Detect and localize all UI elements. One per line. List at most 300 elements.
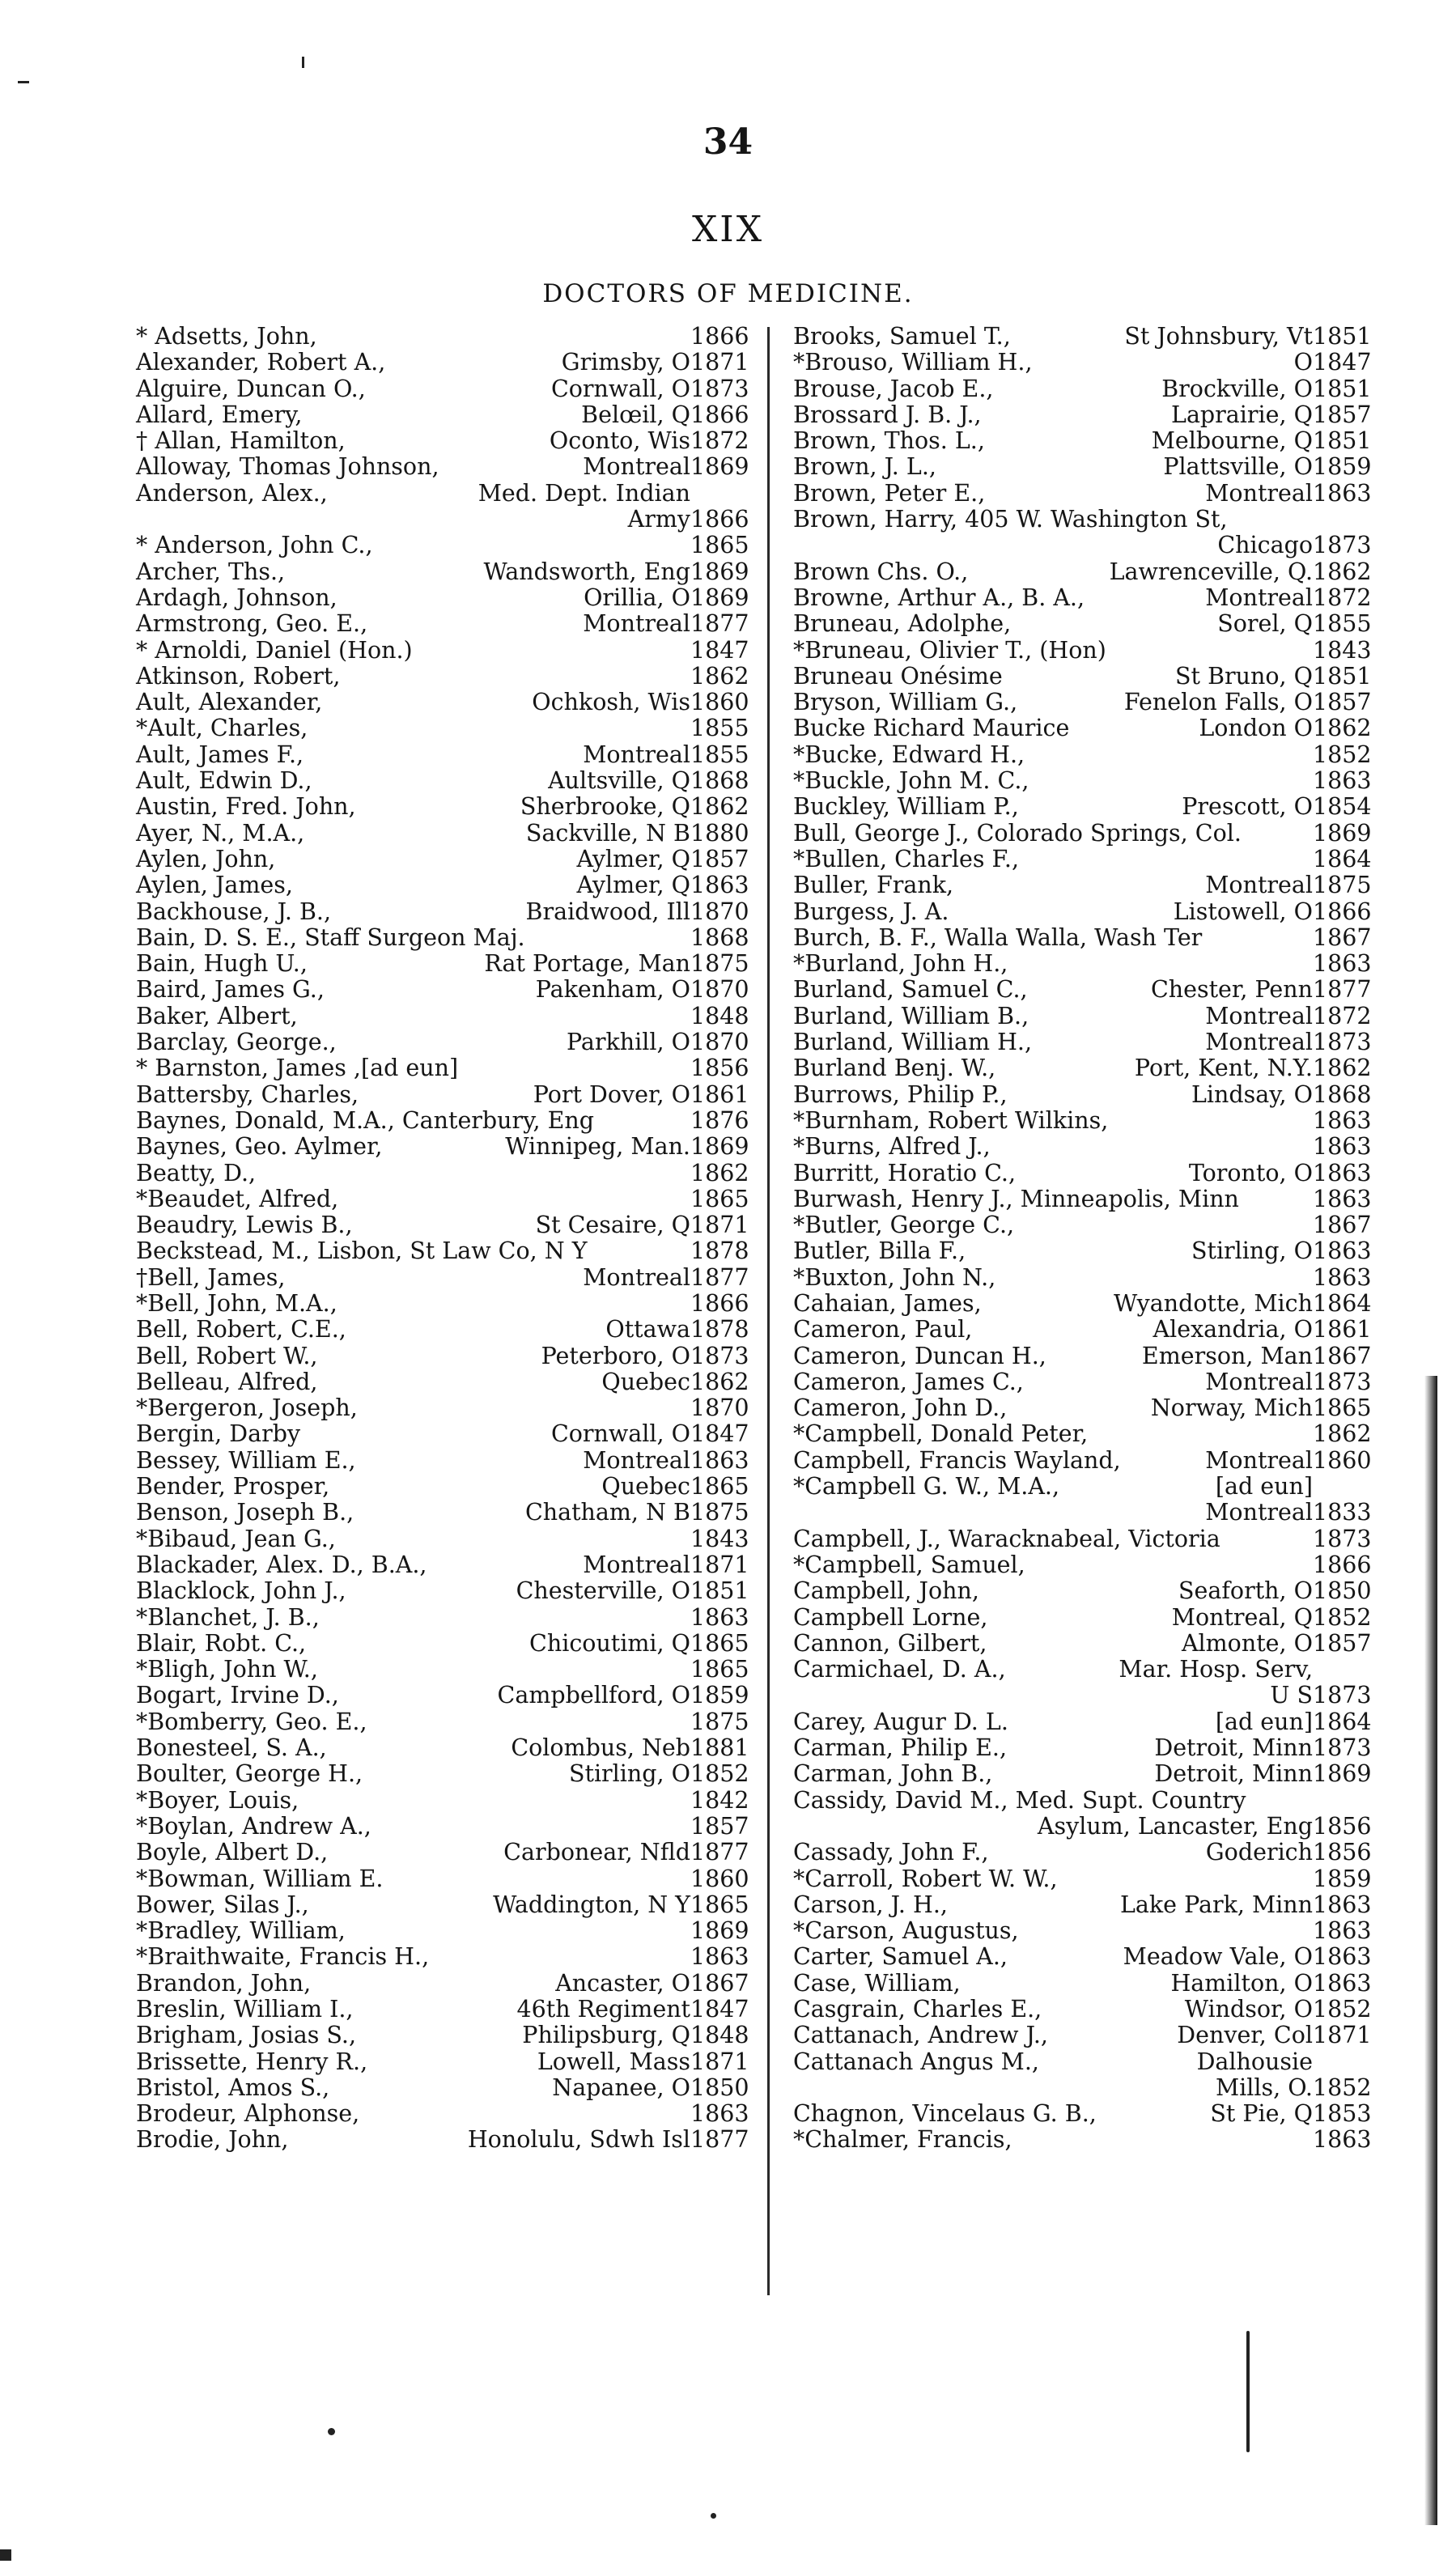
entry-name: Brodie, John, [136, 2126, 289, 2154]
entry-name: *Bucke, Edward H., [793, 741, 1025, 768]
entry-name: Bryson, William G., [793, 689, 1018, 716]
entry-row [793, 2022, 1372, 2049]
entry-name: Bower, Silas J., [136, 1891, 309, 1918]
entry-name: Burrows, Philip P., [793, 1080, 1008, 1108]
entry-place: Aultsville, Q [548, 767, 690, 795]
entry-year: 1863 [690, 1446, 749, 1474]
entry-place: Listowell, O [1173, 898, 1313, 925]
entry-year: 1851 [1313, 323, 1372, 350]
entry-row [136, 1004, 747, 1029]
entry-name: Aylen, James, [136, 872, 293, 899]
entry-place: St Pie, Q [1210, 2100, 1313, 2128]
entry-row [793, 819, 1372, 847]
entry-name: *Chalmer, Francis, [793, 2126, 1012, 2154]
entry-year: 1855 [690, 741, 749, 768]
entry-row [136, 1840, 747, 1866]
entry-row [136, 1683, 747, 1708]
entry-name: * Anderson, John C., [136, 532, 373, 559]
entry-row [793, 610, 1372, 638]
entry-row [793, 349, 1372, 376]
entry-year: 1859 [690, 1682, 749, 1709]
entry-name: * Barnston, James ,[ad eun] [136, 1055, 459, 1082]
entry-row [793, 2049, 1344, 2075]
scan-speck [0, 2549, 11, 2561]
entry-year: 1861 [1313, 1316, 1372, 1343]
entry-name: Cattanach, Andrew J., [793, 2022, 1048, 2049]
entry-name: *Boyer, Louis, [136, 1786, 299, 1814]
entry-place: Montreal [583, 741, 690, 768]
entry-year: 1866 [690, 1289, 749, 1317]
entry-year: 1863 [690, 1943, 749, 1971]
entry-place: Chicoutimi, Q [529, 1629, 690, 1657]
entry-place: Stirling, O [1191, 1237, 1313, 1265]
entry-year: 1881 [690, 1734, 749, 1762]
entry-name: Baynes, Donald, M.A., Canterbury, Eng [136, 1106, 594, 1134]
entry-place: Montreal [583, 1551, 690, 1578]
entry-place: Napanee, O [552, 2074, 690, 2101]
entry-name: Anderson, Alex., [136, 479, 328, 507]
entry-place: Aylmer, Q [576, 845, 690, 872]
entry-row [793, 479, 1372, 507]
entry-year: 1865 [690, 1656, 749, 1683]
entry-year: 1873 [1313, 1368, 1372, 1395]
entry-row [136, 1265, 747, 1291]
entry-place: Quebec [601, 1368, 690, 1395]
entry-name: Campbell, John, [793, 1577, 979, 1605]
entry-year: 1862 [690, 1159, 749, 1186]
entry-place: 46th Regiment [516, 1996, 690, 2023]
entry-name: Carey, Augur D. L. [793, 1708, 1008, 1735]
entry-place: Pakenham, O [535, 976, 690, 1004]
entry-row [136, 1161, 747, 1186]
entry-row [793, 1263, 1372, 1291]
entry-row [136, 1892, 747, 1918]
entry-place: Laprairie, Q [1171, 401, 1313, 428]
entry-name: *Buckle, John M. C., [793, 767, 1029, 795]
entry-place: Montreal [1205, 1029, 1313, 1056]
entry-name: *Bruneau, Olivier T., (Hon) [793, 636, 1106, 664]
entry-year: 1865 [690, 1473, 749, 1500]
entry-name: Cameron, James C., [793, 1368, 1024, 1395]
entry-year: 1873 [1313, 532, 1372, 559]
entry-row [136, 1997, 747, 2023]
entry-place: Montreal [583, 453, 690, 481]
entry-row [136, 481, 747, 507]
entry-row [793, 1577, 1372, 1605]
entry-row [136, 1918, 747, 1944]
entry-row [136, 611, 747, 637]
entry-row [136, 794, 747, 820]
entry-name: Brandon, John, [136, 1969, 312, 1997]
entry-row [793, 1657, 1344, 1683]
entry-name: *Bligh, John W., [136, 1656, 318, 1683]
entry-name: Bristol, Amos S., [136, 2074, 330, 2101]
entry-row [793, 1891, 1372, 1918]
entry-row [793, 636, 1372, 664]
entry-name: Alexander, Robert A., [136, 349, 386, 376]
entry-place: Seaforth, O [1178, 1577, 1313, 1605]
entry-year: 1865 [1313, 1394, 1372, 1422]
entry-row [793, 1499, 1372, 1526]
entry-row [793, 1969, 1372, 1997]
entry-year: 1870 [690, 1394, 749, 1422]
entry-year: 1857 [1313, 1629, 1372, 1657]
entry-year: 1863 [1313, 1106, 1372, 1134]
entry-name: Brigham, Josias S., [136, 2022, 357, 2049]
entry-year: 1870 [690, 898, 749, 925]
entry-row [793, 1212, 1372, 1239]
entry-row [793, 1474, 1344, 1500]
entry-name: Brodeur, Alphonse, [136, 2100, 360, 2128]
entry-year: 1863 [1313, 1969, 1372, 1997]
entry-row [793, 532, 1372, 559]
entry-row [136, 402, 747, 428]
entry-year: 1863 [690, 872, 749, 899]
entry-row [793, 1788, 1344, 1814]
entry-row [136, 1448, 747, 1474]
entry-row [793, 323, 1372, 350]
entry-year: 1871 [690, 1551, 749, 1578]
entry-name: Boulter, George H., [136, 1760, 363, 1788]
entry-year: 1871 [1313, 2022, 1372, 2049]
entry-year: 1868 [1313, 1080, 1372, 1108]
entry-year: 1850 [690, 2074, 749, 2101]
page-number: 34 [703, 121, 753, 163]
entry-name: Atkinson, Robert, [136, 662, 341, 690]
entry-row [793, 1943, 1372, 1971]
entry-name: Campbell, J., Waracknabeal, Victoria [793, 1525, 1220, 1552]
entry-year: 1863 [1313, 479, 1372, 507]
entry-year: 1863 [1313, 1159, 1372, 1186]
entry-row [793, 1734, 1372, 1762]
entry-row [793, 1839, 1372, 1866]
entry-year: 1851 [1313, 662, 1372, 690]
entry-row [136, 507, 747, 533]
entry-place: Lindsay, O [1191, 1080, 1313, 1108]
entry-name: Brown, Thos. L., [793, 427, 985, 455]
entry-year: 1847 [1313, 349, 1372, 376]
entry-place: Montreal, Q [1171, 1603, 1313, 1631]
entry-place: St Bruno, Q [1175, 662, 1313, 690]
entry-name: Case, William, [793, 1969, 961, 1997]
entry-place: Sackville, N B [525, 819, 690, 847]
entry-row [136, 977, 747, 1003]
entry-year: 1864 [1313, 1289, 1372, 1317]
entry-name: Buckley, William P., [793, 793, 1019, 821]
entry-name: Campbell Lorne, [793, 1603, 988, 1631]
entry-name: *Bullen, Charles F., [793, 845, 1020, 872]
scan-speck [328, 2428, 335, 2435]
entry-row [793, 401, 1372, 428]
entry-place: Montreal [1205, 1002, 1313, 1029]
entry-year: 1867 [690, 1969, 749, 1997]
entry-row [136, 1657, 747, 1683]
entry-name: *Butler, George C., [793, 1212, 1015, 1239]
entry-name: Bogart, Irvine D., [136, 1682, 339, 1709]
entry-name: Battersby, Charles, [136, 1080, 359, 1108]
entry-place: Denver, Col [1177, 2022, 1313, 2049]
entry-year: 1863 [1313, 1263, 1372, 1291]
entry-year: 1848 [690, 2022, 749, 2049]
entry-place: Meadow Vale, O [1123, 1943, 1313, 1971]
entry-name: Ault, Edwin D., [136, 767, 312, 795]
entry-name: Bull, George J., Colorado Springs, Col. [793, 819, 1242, 847]
entry-name: Cameron, Paul, [793, 1316, 973, 1343]
entry-year: 1863 [1313, 950, 1372, 978]
entry-row [793, 1055, 1372, 1082]
entry-place: Montreal [1205, 479, 1313, 507]
entry-year: 1864 [1313, 845, 1372, 872]
entry-name: Carman, Philip E., [793, 1734, 1008, 1762]
entry-year: 1867 [1313, 923, 1372, 951]
entry-row [136, 585, 747, 611]
entry-name: Cahaian, James, [793, 1289, 982, 1317]
entry-name: Bergin, Darby [136, 1420, 301, 1448]
entry-name: Blacklock, John J., [136, 1577, 346, 1605]
entry-place: [ad eun] [1215, 1473, 1313, 1500]
entry-name: *Beaudet, Alfred, [136, 1185, 339, 1212]
entry-name: *Carroll, Robert W. W., [793, 1865, 1058, 1892]
entry-row [136, 2127, 747, 2153]
entry-name: Austin, Fred. John, [136, 793, 356, 821]
entry-name: Baker, Albert, [136, 1002, 298, 1029]
entry-place: Chesterville, O [516, 1577, 690, 1605]
entry-year: 1869 [1313, 819, 1372, 847]
entry-name: Burritt, Horatio C., [793, 1159, 1017, 1186]
entry-name: Bell, Robert, C.E., [136, 1316, 346, 1343]
entry-place: Prescott, O [1182, 793, 1313, 821]
entry-place: Emerson, Man [1141, 1342, 1313, 1369]
entry-name: Barclay, George., [136, 1029, 337, 1056]
entry-place: Montreal [583, 1263, 690, 1291]
entry-place: Campbellford, O [497, 1682, 690, 1709]
entry-row [136, 1343, 747, 1369]
entry-place: Brockville, O [1161, 375, 1313, 402]
entry-year: 1863 [1313, 1891, 1372, 1918]
left-column [136, 324, 747, 2154]
entry-place: Port, Kent, N.Y. [1134, 1055, 1313, 1082]
entry-name: Bonesteel, S. A., [136, 1734, 327, 1762]
entry-year: 1870 [690, 976, 749, 1004]
entry-name: * Adsetts, John, [136, 323, 317, 350]
entry-place: Alexandria, O [1152, 1316, 1313, 1343]
entry-year: 1851 [1313, 427, 1372, 455]
entry-name: Archer, Ths., [136, 558, 286, 585]
entry-name: Burch, B. F., Walla Walla, Wash Ter [793, 923, 1203, 951]
entry-year: 1877 [690, 1263, 749, 1291]
entry-row [136, 638, 747, 664]
entry-name: Campbell, Francis Wayland, [793, 1446, 1121, 1474]
entry-year: 1869 [690, 1133, 749, 1161]
entry-row [136, 376, 747, 402]
entry-name: Cameron, John D., [793, 1394, 1008, 1422]
entry-year: 1869 [690, 1917, 749, 1945]
entry-row [136, 1814, 747, 1840]
entry-place: Lawrenceville, Q. [1109, 558, 1313, 585]
entry-year: 1869 [690, 584, 749, 611]
entry-row [793, 715, 1372, 742]
entry-row [136, 1421, 747, 1447]
entry-name: *Ault, Charles, [136, 715, 308, 742]
entry-row [793, 1342, 1372, 1369]
entry-row [136, 1788, 747, 1814]
entry-place: [ad eun] [1215, 1708, 1313, 1735]
entry-name: Beckstead, M., Lisbon, St Law Co, N Y [136, 1237, 588, 1265]
entry-year: 1862 [1313, 1055, 1372, 1082]
entry-name: Allard, Emery, [136, 401, 303, 428]
entry-year: 1847 [690, 1420, 749, 1448]
entry-year: 1873 [690, 375, 749, 402]
entry-place: Peterboro, O [541, 1342, 690, 1369]
entry-name: *Bell, John, M.A., [136, 1289, 337, 1317]
entry-year: 1862 [690, 1368, 749, 1395]
entry-row [793, 845, 1372, 872]
entry-name: Blair, Robt. C., [136, 1629, 307, 1657]
entry-place: Melbourne, Q [1151, 427, 1313, 455]
entry-name: Beaudry, Lewis B., [136, 1212, 353, 1239]
entry-year: 1872 [1313, 584, 1372, 611]
entry-row [136, 454, 747, 480]
entry-year: 1873 [1313, 1734, 1372, 1762]
entry-name: Burwash, Henry J., Minneapolis, Minn [793, 1185, 1239, 1212]
entry-year: 1873 [1313, 1525, 1372, 1552]
entry-row [136, 1866, 747, 1892]
entry-name: † Allan, Hamilton, [136, 427, 346, 455]
entry-row [136, 559, 747, 585]
entry-place: Oconto, Wis [549, 427, 690, 455]
entry-year: 1872 [1313, 1002, 1372, 1029]
entry-place: Detroit, Minn [1154, 1734, 1313, 1762]
entry-year: 1863 [1313, 1185, 1372, 1212]
entry-row [136, 1605, 747, 1631]
entry-name: Brown Chs. O., [793, 558, 969, 585]
scan-edge-shadow [1424, 1376, 1437, 2525]
entry-name: Bender, Prosper, [136, 1473, 330, 1500]
entry-name: *Bibaud, Jean G., [136, 1525, 336, 1552]
section-title: DOCTORS OF MEDICINE. [542, 279, 914, 308]
entry-place: Chester, Penn [1150, 976, 1313, 1004]
entry-row [793, 1289, 1372, 1317]
entry-row [793, 584, 1372, 611]
entry-row [793, 427, 1372, 455]
entry-row [136, 1055, 747, 1081]
entry-year: 1848 [690, 1002, 749, 1029]
entry-name: *Bomberry, Geo. E., [136, 1708, 367, 1735]
entry-year: 1857 [1313, 689, 1372, 716]
entry-name: *Boylan, Andrew A., [136, 1812, 371, 1840]
entry-name: †Bell, James, [136, 1263, 286, 1291]
entry-name: *Bradley, William, [136, 1917, 346, 1945]
entry-row [136, 1108, 747, 1134]
entry-year: 1866 [1313, 898, 1372, 925]
entry-row [136, 1500, 747, 1526]
entry-row [136, 872, 747, 898]
entry-row [793, 453, 1372, 481]
entry-row [793, 1185, 1372, 1212]
entry-year: 1866 [690, 506, 749, 533]
entry-year: 1863 [1313, 767, 1372, 795]
entry-place: Aylmer, Q [576, 872, 690, 899]
entry-row [793, 689, 1372, 716]
entry-year: 1880 [690, 819, 749, 847]
entry-year: 1847 [690, 1996, 749, 2023]
entry-place: Lake Park, Minn [1119, 1891, 1313, 1918]
entry-place: Montreal [583, 610, 690, 638]
entry-row [793, 1525, 1372, 1552]
entry-name: Breslin, William I., [136, 1996, 354, 2023]
entry-name: Carmichael, D. A., [793, 1656, 1006, 1683]
entry-row [136, 1971, 747, 1997]
entry-year: 1870 [690, 1029, 749, 1056]
entry-name: Cannon, Gilbert, [793, 1629, 987, 1657]
entry-place: Belœil, Q [581, 401, 690, 428]
entry-year: 1860 [690, 689, 749, 716]
entry-year: 1863 [1313, 1133, 1372, 1161]
entry-year: 1871 [690, 2048, 749, 2075]
entry-row [793, 976, 1372, 1004]
entry-row [793, 1812, 1372, 1840]
entry-place: Ottawa [605, 1316, 690, 1343]
entry-row [136, 1578, 747, 1604]
entry-name: Alguire, Duncan O., [136, 375, 366, 402]
entry-name: Buller, Frank, [793, 872, 954, 899]
entry-name: *Braithwaite, Francis H., [136, 1943, 430, 1971]
entry-year: 1856 [690, 1055, 749, 1082]
entry-year: 1863 [1313, 1917, 1372, 1945]
entry-year: 1857 [690, 1812, 749, 1840]
entry-name: Brooks, Samuel T., [793, 323, 1011, 350]
entry-name: Bucke Richard Maurice [793, 715, 1070, 742]
entry-row [136, 715, 747, 741]
entry-name: Brown, J. L., [793, 453, 936, 481]
entry-name: Boyle, Albert D., [136, 1839, 329, 1866]
entry-name: * Arnoldi, Daniel (Hon.) [136, 636, 413, 664]
entry-row [136, 768, 747, 794]
entry-name: Burland, Samuel C., [793, 976, 1028, 1004]
entry-place: Stirling, O [568, 1760, 690, 1788]
entry-place: Cornwall, O [550, 375, 690, 402]
entry-row [136, 533, 747, 558]
entry-row [793, 2126, 1372, 2154]
entry-year: 1842 [690, 1786, 749, 1814]
entry-name: Browne, Arthur A., B. A., [793, 584, 1085, 611]
entry-row [136, 1212, 747, 1238]
entry-place: Braidwood, Ill [525, 898, 690, 925]
entry-name: Casgrain, Charles E., [793, 1996, 1042, 2023]
entry-row [136, 1709, 747, 1735]
entry-year: 1871 [690, 349, 749, 376]
entry-year: 1864 [1313, 1708, 1372, 1735]
entry-year: 1862 [1313, 1420, 1372, 1448]
right-column [793, 323, 1372, 2154]
entry-name: Chagnon, Vincelaus G. B., [793, 2100, 1097, 2128]
entry-name: Ault, James F., [136, 741, 304, 768]
entry-name: *Brouso, William H., [793, 349, 1033, 376]
entry-name: Ault, Alexander, [136, 689, 323, 716]
entry-name: Butler, Billa F., [793, 1237, 966, 1265]
entry-year: 1847 [690, 636, 749, 664]
entry-year: 1852 [1313, 1603, 1372, 1631]
entry-year: 1871 [690, 1212, 749, 1239]
entry-row [793, 767, 1372, 795]
entry-row [793, 1446, 1372, 1474]
entry-place: Hamilton, O [1170, 1969, 1313, 1997]
section-numeral: XIX [691, 209, 765, 250]
entry-row [136, 1186, 747, 1212]
entry-row [793, 375, 1372, 402]
entry-place: Ancaster, O [555, 1969, 690, 1997]
entry-year: 1865 [690, 1891, 749, 1918]
